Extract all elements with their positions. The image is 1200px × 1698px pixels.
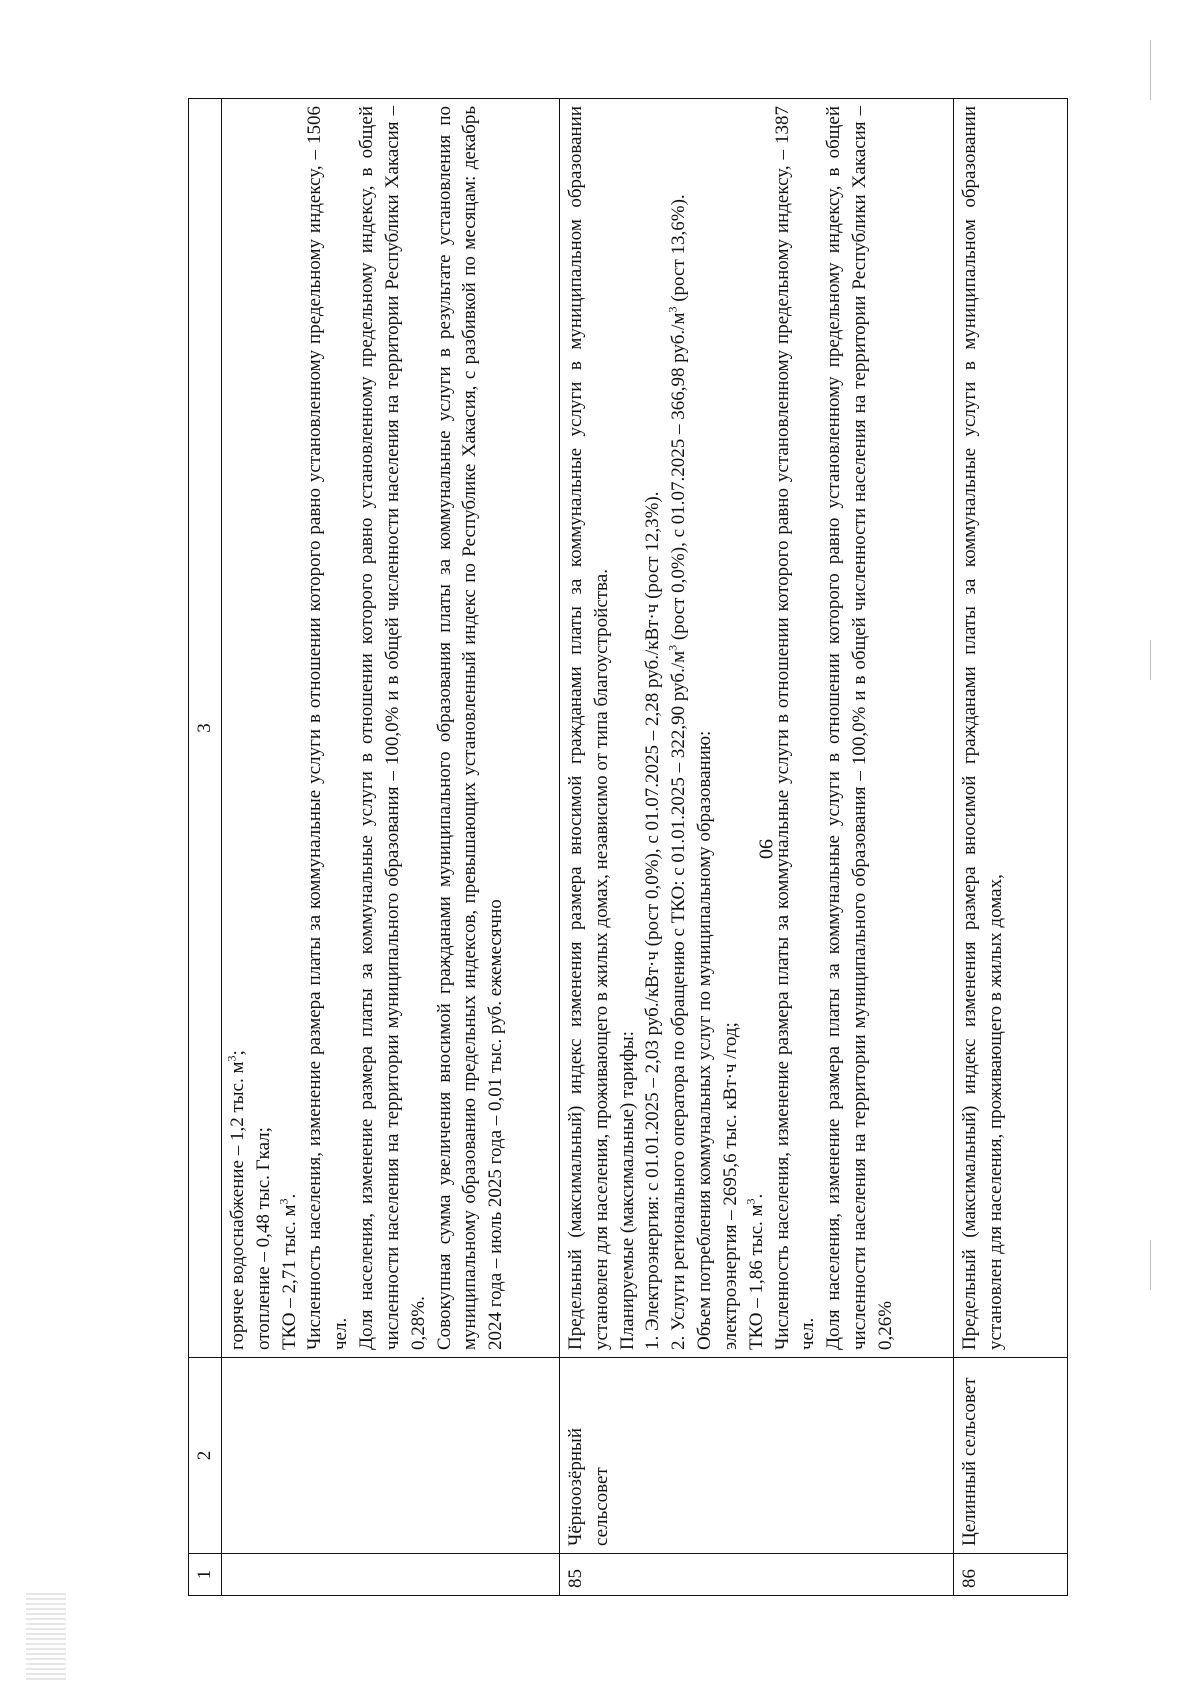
row-description xyxy=(560,99,954,1358)
row-number xyxy=(222,1554,560,1596)
scan-edge-mark xyxy=(1150,1240,1151,1290)
text-line: Планируемые (максимальные) тарифы: xyxy=(616,1031,638,1350)
text-line: Предельный (максимальный) индекс изменения размера вносимой гражданами платы за коммунальные услуги в муниципальном образовании установлен для населения, проживающего в жилых домах, независимо от типа благоустройства. xyxy=(565,106,612,1350)
header-col-1: 1 xyxy=(189,1554,222,1596)
text-line: электроэнергия – 2695,6 тыс. кВт·ч /год; xyxy=(719,1022,741,1350)
table-row xyxy=(222,99,560,1596)
rotated-table-sheet xyxy=(188,98,1068,1596)
text-line: Численность населения, изменение размера платы за коммунальные услуги в отношении которого равно установленному предельному индексу, – 1387 чел. xyxy=(771,106,819,1350)
text-line: 1. Электроэнергия: с 01.01.2025 – 2,03 руб./кВт·ч (рост 0,0%), с 01.07.2025 – 2,28 руб./кВт·ч (рост 12,3%). xyxy=(642,491,664,1350)
text-line: Доля населения, изменение размера платы за коммунальные услуги в отношении которого равно установленному предельному индексу, в общей численности населения на территории муниципального образования – 100,0% и в общей численности населения на территории Республики Хакасия – 0,26% xyxy=(823,106,896,1350)
municipality-name xyxy=(222,1358,560,1554)
header-col-2: 2 xyxy=(189,1358,222,1554)
municipality-name: Чёрноозёрный сельсовет xyxy=(560,1358,954,1554)
table-header-row xyxy=(189,99,222,1596)
municipality-name: Целинный сельсовет xyxy=(954,1358,1068,1554)
text-line: отопление – 0,48 тыс. Гкал; xyxy=(252,1127,274,1350)
tariff-table xyxy=(188,98,1068,1596)
row-description xyxy=(222,99,560,1358)
text-line: ТКО – 2,71 тыс. $м^3$. xyxy=(276,1193,300,1350)
row-description xyxy=(954,99,1068,1358)
row-number: 86 xyxy=(954,1554,1068,1596)
table-row xyxy=(560,99,954,1596)
scan-edge-mark xyxy=(1150,640,1151,680)
text-line: Совокупная сумма увеличения вносимой гражданами муниципального образования платы за коммунальные услуги в результате установления по муниципальному образованию предельных индексов, превышающих установленный индекс по Республике Хакасия, с разбивкой по месяцам: декабрь 2024 года – июль 2025 года – 0,01 тыс. руб. ежемесячно xyxy=(433,106,507,1350)
page-number: 90 xyxy=(754,839,777,859)
text-line: Доля населения, изменение размера платы за коммунальные услуги в отношении которого равно установленному предельному индексу, в общей численности населения на территории муниципального образования – 100,0% и в общей численности населения на территории Республики Хакасия – 0,28%. xyxy=(356,106,429,1350)
text-line: Численность населения, изменение размера платы за коммунальные услуги в отношении которого равно установленному предельному индексу, – 1506 чел. xyxy=(304,106,352,1350)
header-col-3: 3 xyxy=(189,99,222,1358)
row-number: 85 xyxy=(560,1554,954,1596)
text-line: ТКО – 1,86 тыс. $м^3$. xyxy=(743,1193,767,1350)
text-line: 2. Услуги регионального оператора по обращению с ТКО: с 01.01.2025 – 322,90 $руб./м^3$ (рост 0,0%), с 01.07.2025 – 366,98 $руб./м^3$ (рост 13,6%). xyxy=(665,194,690,1350)
text-line: горячее водоснабжение – 1,2 тыс. $м^3$; xyxy=(224,1050,248,1350)
scan-stamp-residue xyxy=(26,1590,66,1680)
text-line: Объем потребления коммунальных услуг по муниципальному образованию: xyxy=(694,730,716,1350)
table-row xyxy=(954,99,1068,1596)
text-line: Предельный (максимальный) индекс изменения размера вносимой гражданами платы за коммунальные услуги в муниципальном образовании установлен для населения, проживающего в жилых домах, xyxy=(959,106,1006,1350)
scan-edge-mark xyxy=(1150,40,1151,100)
